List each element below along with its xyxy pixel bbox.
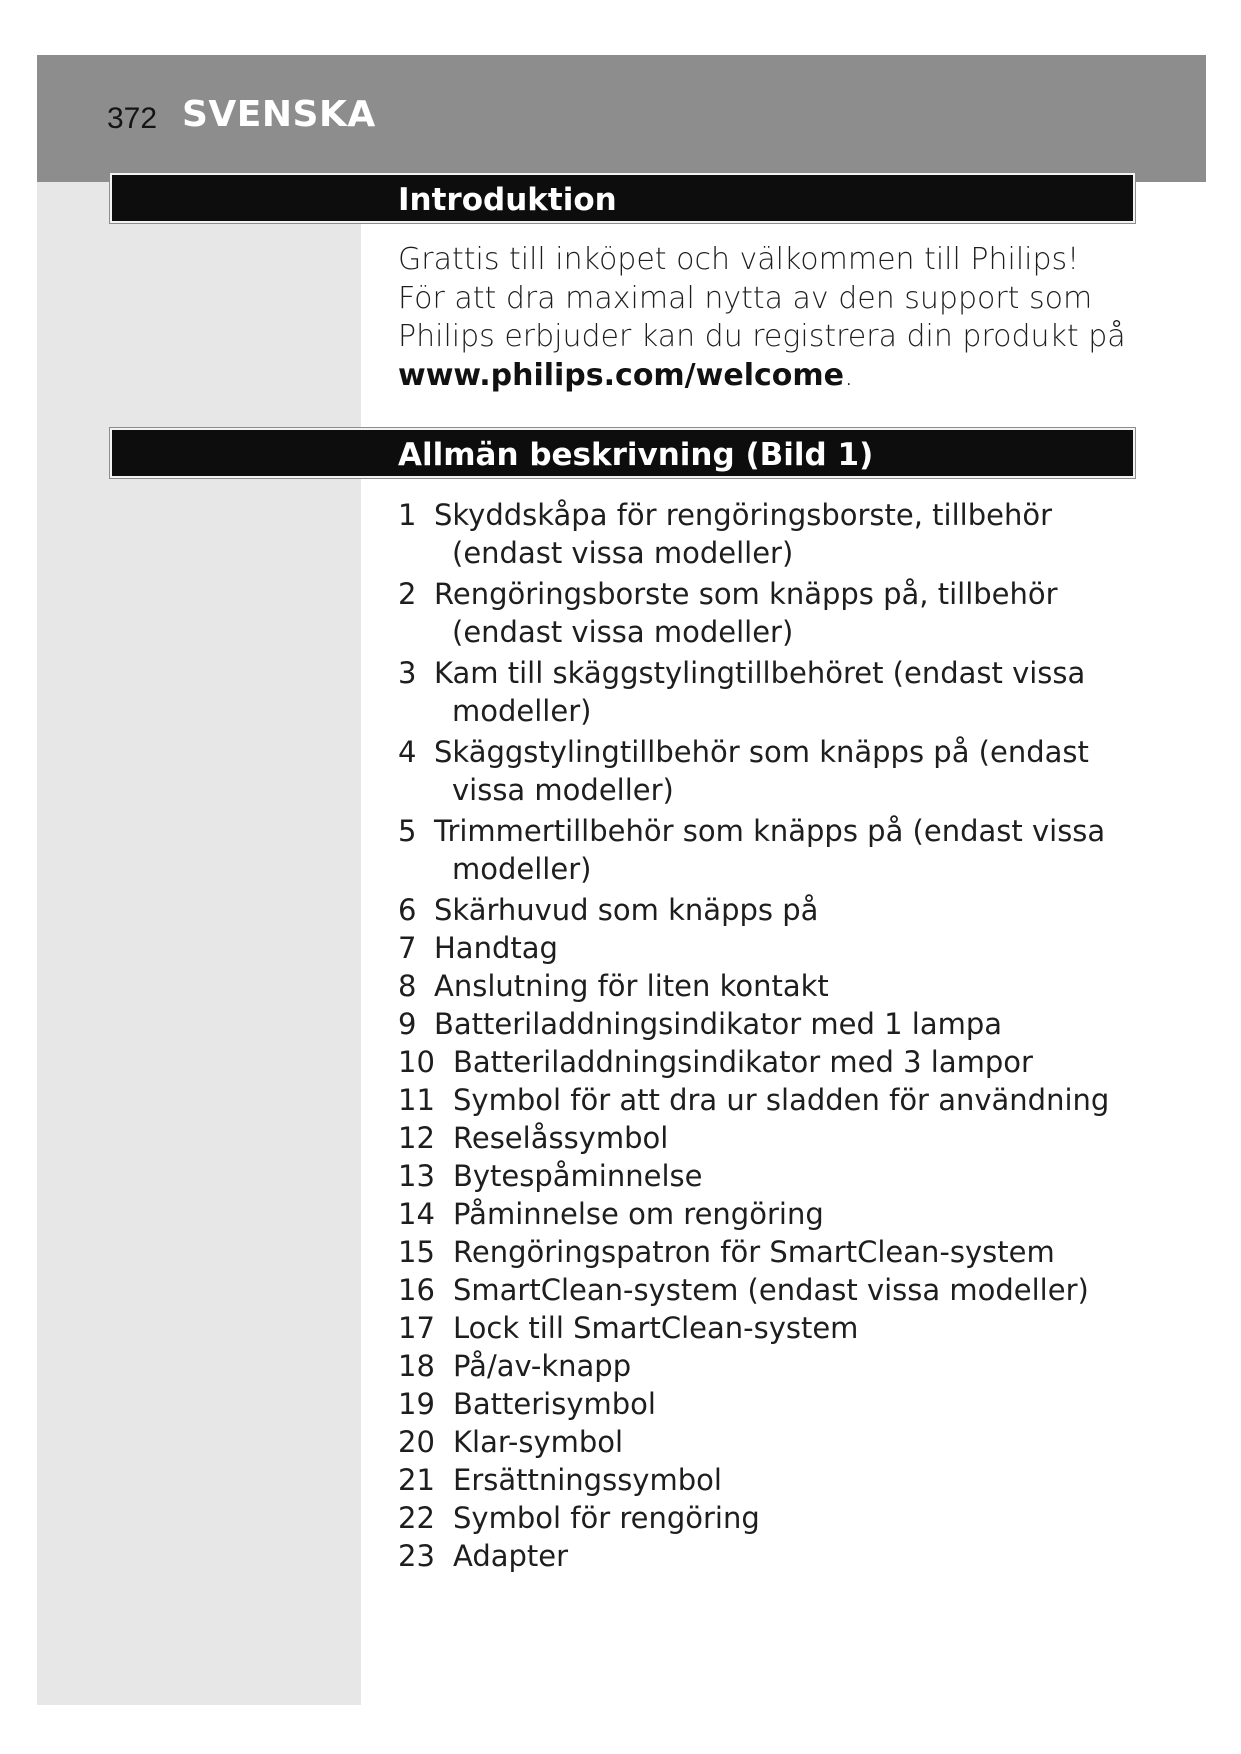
welcome-link[interactable]: www.philips.com/welcome — [398, 357, 844, 393]
part-list-item — [398, 1423, 1158, 1461]
part-list-item — [398, 575, 1158, 651]
part-label: Lock till SmartClean-system — [453, 1311, 859, 1345]
part-number: 23 — [398, 1539, 435, 1573]
part-list-item — [398, 1233, 1158, 1271]
part-label: Påminnelse om rengöring — [453, 1197, 824, 1231]
part-list-item — [398, 1309, 1158, 1347]
part-number: 19 — [398, 1387, 435, 1421]
part-number: 17 — [398, 1311, 435, 1345]
part-label: Bytespåminnelse — [453, 1159, 703, 1193]
part-label: Trimmertillbehör som knäpps på (endast vissa modeller) — [434, 814, 1106, 886]
part-list-item — [398, 1385, 1158, 1423]
part-number: 20 — [398, 1425, 435, 1459]
section-bar-introduction — [110, 173, 1135, 223]
part-list-item — [398, 1271, 1158, 1309]
part-number: 21 — [398, 1463, 435, 1497]
part-label: Rengöringspatron för SmartClean-system — [453, 1235, 1055, 1269]
part-label: På/av-knapp — [453, 1349, 632, 1383]
intro-line: För att dra maximal nytta av den support som — [398, 280, 1093, 316]
part-label: Ersättningssymbol — [453, 1463, 722, 1497]
part-number: 12 — [398, 1121, 435, 1155]
part-label: Symbol för att dra ur sladden för användning — [453, 1083, 1110, 1117]
part-label: Handtag — [434, 931, 558, 965]
part-list-item — [398, 733, 1158, 809]
part-number: 16 — [398, 1273, 435, 1307]
intro-paragraph — [398, 241, 1138, 395]
intro-line: Philips erbjuder kan du registrera din produkt på — [398, 319, 1126, 354]
part-label: Batterisymbol — [453, 1387, 656, 1421]
parts-list — [398, 496, 1158, 1575]
language-title: SVENSKA — [182, 94, 376, 135]
part-list-item — [398, 1005, 1158, 1043]
part-number: 7 — [398, 931, 417, 965]
part-number: 4 — [398, 735, 417, 769]
part-number: 1 — [398, 498, 417, 532]
part-number: 18 — [398, 1349, 435, 1383]
part-list-item — [398, 1119, 1158, 1157]
section-bar-general-description — [110, 428, 1135, 478]
part-number: 3 — [398, 656, 417, 690]
page-number: 372 — [107, 102, 158, 135]
part-number: 2 — [398, 577, 417, 611]
part-list-item — [398, 929, 1158, 967]
part-list-item — [398, 1347, 1158, 1385]
part-number: 22 — [398, 1501, 435, 1535]
part-label: Skyddskåpa för rengöringsborste, tillbehör (endast vissa modeller) — [434, 498, 1053, 570]
part-number: 6 — [398, 893, 417, 927]
part-label: Kam till skäggstylingtillbehöret (endast vissa modeller) — [434, 656, 1086, 728]
intro-link-line — [398, 357, 1138, 396]
part-label: Batteriladdningsindikator med 1 lampa — [434, 1007, 1003, 1041]
part-list-item — [398, 1461, 1158, 1499]
part-list-item — [398, 1537, 1158, 1575]
part-number: 9 — [398, 1007, 417, 1041]
part-number: 8 — [398, 969, 417, 1003]
link-suffix: . — [844, 357, 854, 393]
part-label: Klar-symbol — [453, 1425, 624, 1459]
part-list-item — [398, 967, 1158, 1005]
part-list-item — [398, 1157, 1158, 1195]
part-label: Skärhuvud som knäpps på — [434, 893, 819, 927]
part-label: Skäggstylingtillbehör som knäpps på (endast vissa modeller) — [434, 735, 1089, 807]
part-label: Reselåssymbol — [453, 1121, 669, 1155]
part-number: 5 — [398, 814, 417, 848]
part-list-item — [398, 1499, 1158, 1537]
side-panel — [37, 182, 361, 1705]
part-list-item — [398, 1195, 1158, 1233]
part-list-item — [398, 1081, 1158, 1119]
part-label: Adapter — [453, 1539, 569, 1573]
part-list-item — [398, 496, 1158, 572]
part-number: 13 — [398, 1159, 435, 1193]
part-list-item — [398, 891, 1158, 929]
part-number: 15 — [398, 1235, 435, 1269]
part-number: 11 — [398, 1083, 435, 1117]
intro-line: Grattis till inköpet och välkommen till Philips! — [398, 242, 1080, 277]
section-heading-general-description: Allmän beskrivning (Bild 1) — [398, 437, 874, 473]
part-list-item — [398, 654, 1158, 730]
section-heading-introduction: Introduktion — [398, 182, 617, 218]
part-label: Anslutning för liten kontakt — [434, 969, 829, 1003]
part-label: Batteriladdningsindikator med 3 lampor — [453, 1045, 1033, 1079]
part-number: 10 — [398, 1045, 435, 1079]
part-label: SmartClean-system (endast vissa modeller) — [453, 1273, 1089, 1307]
part-list-item — [398, 812, 1158, 888]
part-number: 14 — [398, 1197, 435, 1231]
part-list-item — [398, 1043, 1158, 1081]
part-label: Symbol för rengöring — [453, 1501, 760, 1535]
part-label: Rengöringsborste som knäpps på, tillbehör (endast vissa modeller) — [434, 577, 1058, 649]
